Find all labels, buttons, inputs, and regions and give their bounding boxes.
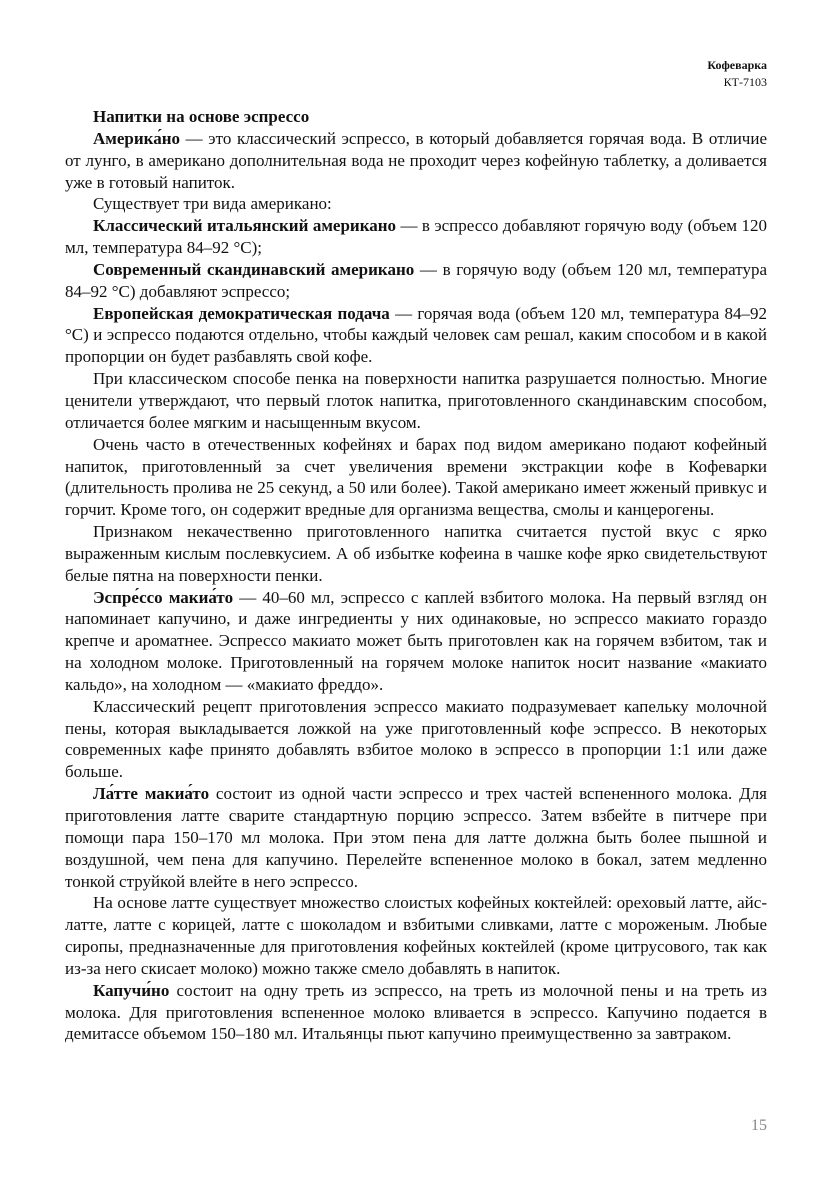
paragraph-text: Очень часто в отечественных кофейнях и барах под видом американо подают кофейный напиток, приготовленный за счет увеличения времени экстракции кофе в Кофеварки (длительность пролива не 25 секунд, а 50 или более). Такой американо имеет жженый привкус и горчит. Кроме того, он содержит вредные для организма вещества, смолы и канцерогены.: [65, 434, 767, 520]
paragraph-text: состоит из одной части эспрессо и трех частей вспененного молока. Для приготовления латте сварите стандартную порцию эспрессо. Затем взбейте в питчере при помощи пара 150–170 мл молока. При этом пена для латте должна быть более пышной и воздушной, чем пена для капучино. Перелейте вспененное молоко в бокал, затем медленно тонкой струйкой влейте в него эспрессо.: [65, 784, 767, 891]
paragraph: [65, 368, 767, 434]
paragraph-text: Существует три вида американо:: [93, 194, 332, 214]
paragraph-text: Классический рецепт приготовления эспрессо макиато подразумевает капельку молочной пены, которая выкладывается ложкой на уже приготовленный кофе эспрессо. В некоторых современных кафе принято добавлять взбитое молоко в эспрессо в пропорции 1:1 или даже больше.: [65, 696, 767, 782]
page-number: 15: [751, 1117, 767, 1134]
page-header: [707, 57, 767, 91]
paragraph-term: Ла́тте макиа́то: [93, 784, 210, 804]
paragraph: [65, 587, 767, 696]
paragraph: [65, 980, 767, 1046]
paragraph: [65, 696, 767, 783]
paragraph: [65, 128, 767, 194]
paragraph-term: Капучи́но: [93, 980, 170, 1000]
paragraph-text: — в горячую воду (объем 120 мл, температура 84–92 °С) добавляют эспрессо;: [65, 259, 767, 301]
paragraph-term: Современный скандинавский американо: [93, 259, 415, 279]
paragraph: [65, 259, 767, 303]
paragraph: [65, 193, 767, 215]
section-title: Напитки на основе эспрессо: [93, 107, 310, 126]
paragraph-term: Америка́но: [93, 128, 180, 148]
paragraph-term: Европейская демократическая подача: [93, 303, 390, 323]
paragraph-text: — 40–60 мл, эспрессо с каплей взбитого молока. На первый взгляд он напоминает капучино, и даже ингредиенты у них одинаковые, но эспрессо макиато гораздо крепче и ароматнее. Эспрессо макиато может быть приготовлен как на горячем взбитом, так и на холодном молоке. Приготовленный на горячем молоке напиток носит название «макиато кальдо», на холодном — «макиато фреддо».: [65, 587, 767, 694]
paragraph-text: — горячая вода (объем 120 мл, температура 84–92 °С) и эспрессо подаются отдельно, чтобы каждый человек сам решал, каким способом и в какой пропорции он будет разбавлять свой кофе.: [65, 303, 768, 367]
paragraph: [65, 303, 767, 369]
paragraph-text: Признаком некачественно приготовленного напитка считается пустой вкус с ярко выраженным кислым послевкусием. А об избытке кофеина в чашке кофе ярко свидетельствуют белые пятна на поверхности пенки.: [65, 522, 767, 585]
paragraph-text: На основе латте существует множество слоистых кофейных коктейлей: ореховый латте, айс-латте, латте с корицей, латте с шоколадом и взбитыми сливками, латте с мороженым. Любые сиропы, предназначенные для приготовления кофейных коктейлей (кроме цитрусового, так как из-за него скисает молоко) можно также смело добавлять в напиток.: [65, 893, 767, 978]
paragraph: [65, 783, 767, 892]
paragraph: [65, 521, 767, 587]
paragraph: [65, 434, 767, 521]
paragraph-term: Эспре́ссо макиа́то: [93, 587, 234, 607]
page-content: [65, 106, 767, 1045]
paragraph-text: — это классический эспрессо, в который добавляется горячая вода. В отличие от лунго, в американо дополнительная вода не проходит через кофейную таблетку, а доливается уже в готовый напиток.: [65, 128, 767, 192]
header-model: КТ-7103: [723, 75, 767, 89]
header-product: Кофеварка: [707, 58, 767, 72]
paragraph-text: При классическом способе пенка на поверхности напитка разрушается полностью. Многие ценители утверждают, что первый глоток напитка, приготовленного скандинавским способом, отличается более мягким и насыщенным вкусом.: [65, 369, 767, 432]
paragraph-text: состоит на одну треть из эспрессо, на треть из молочной пены и на треть из молока. Для приготовления вспененное молоко вливается в эспрессо. Капучино подается в демитассе объемом 150–180 мл. Итальянцы пьют капучино преимущественно за завтраком.: [65, 980, 767, 1044]
paragraph-text: — в эспрессо добавляют горячую воду (объем 120 мл, температура 84–92 °С);: [65, 216, 767, 258]
paragraph-term: Классический итальянский американо: [93, 216, 397, 236]
paragraph: [65, 892, 767, 979]
paragraph: [65, 215, 767, 259]
